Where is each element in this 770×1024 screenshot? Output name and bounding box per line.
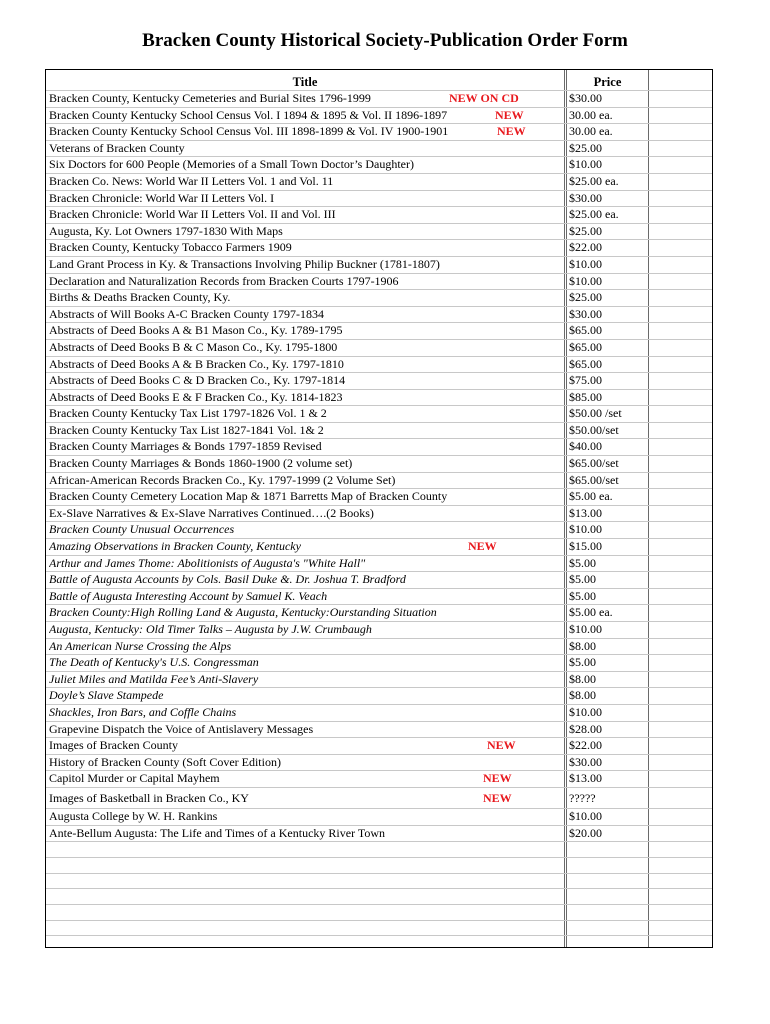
publication-price: $8.00	[569, 688, 596, 703]
publication-title: Ex-Slave Narratives & Ex-Slave Narratives Continued….(2 Books)	[49, 505, 374, 520]
publication-title: Bracken County Kentucky Tax List 1797-1826 Vol. 1 & 2	[49, 406, 327, 421]
table-row	[46, 808, 712, 825]
publication-title: Bracken Chronicle: World War II Letters Vol. I	[49, 190, 275, 205]
publication-price: $65.00/set	[569, 456, 619, 471]
table-row	[46, 505, 712, 522]
table-row	[46, 173, 712, 190]
table-row	[46, 140, 712, 157]
publication-price: $85.00	[569, 389, 602, 404]
publication-price: $65.00	[569, 356, 602, 371]
publication-title: Augusta College by W. H. Rankins	[49, 808, 218, 823]
publication-title: Arthur and James Thome: Abolitionists of Augusta's "White Hall"	[49, 555, 366, 570]
table-row	[46, 654, 712, 671]
new-badge: NEW	[497, 124, 526, 139]
publication-price: $25.00	[569, 290, 602, 305]
publication-title: Bracken County Cemetery Location Map & 1871 Barretts Map of Bracken County	[49, 489, 448, 504]
publication-title: Capitol Murder or Capital Mayhem	[49, 771, 220, 786]
new-badge: NEW	[483, 771, 512, 786]
publication-title: An American Nurse Crossing the Alps	[49, 638, 232, 653]
publication-price: 30.00 ea.	[569, 124, 613, 139]
publication-price: $30.00	[569, 190, 602, 205]
publication-title: Augusta, Ky. Lot Owners 1797-1830 With Maps	[49, 223, 283, 238]
table-row	[46, 671, 712, 688]
publication-price: $5.00	[569, 572, 596, 587]
table-row	[46, 372, 712, 389]
table-row	[46, 488, 712, 505]
new-badge: NEW	[468, 539, 497, 554]
publication-price: $5.00	[569, 655, 596, 670]
publication-price: $10.00	[569, 522, 602, 537]
publication-title: Juliet Miles and Matilda Fee’s Anti-Slavery	[49, 671, 259, 686]
publication-title: Abstracts of Deed Books A & B Bracken Co., Ky. 1797-1810	[49, 356, 344, 371]
publication-title: History of Bracken County (Soft Cover Edition)	[49, 754, 281, 769]
publication-title: Declaration and Naturalization Records from Bracken Courts 1797-1906	[49, 273, 399, 288]
publication-price: $30.00	[569, 754, 602, 769]
new-badge: NEW	[495, 107, 524, 122]
publication-price: $50.00 /set	[569, 406, 622, 421]
blank-row	[46, 920, 712, 936]
publication-price: $40.00	[569, 439, 602, 454]
publication-price: $25.00 ea.	[569, 207, 619, 222]
publication-title: Veterans of Bracken County	[49, 140, 185, 155]
table-row	[46, 754, 712, 771]
publication-price: ?????	[569, 790, 596, 805]
table-row	[46, 389, 712, 406]
publication-title: Grapevine Dispatch the Voice of Antislavery Messages	[49, 721, 314, 736]
publication-price: $25.00 ea.	[569, 173, 619, 188]
publication-title: Doyle’s Slave Stampede	[49, 688, 164, 703]
publication-title: Bracken County Kentucky Tax List 1827-1841 Vol. 1& 2	[49, 422, 324, 437]
publication-price: $30.00	[569, 91, 602, 105]
table-row	[46, 107, 712, 124]
table-row	[46, 190, 712, 207]
new-badge: NEW	[483, 790, 512, 805]
title-column-header: Title	[292, 75, 318, 89]
publication-title: Abstracts of Deed Books A & B1 Mason Co., Ky. 1789-1795	[49, 323, 343, 338]
publication-price: $25.00	[569, 223, 602, 238]
publication-title: Amazing Observations in Bracken County, Kentucky	[49, 539, 301, 554]
price-column-header: Price	[593, 75, 622, 89]
table-row	[46, 571, 712, 588]
publication-price: $8.00	[569, 671, 596, 686]
table-row	[46, 787, 712, 808]
blank-row	[46, 888, 712, 904]
table-row	[46, 123, 712, 140]
form-title: Bracken County Historical Society-Publication Order Form	[142, 30, 628, 51]
publication-price: $22.00	[569, 240, 602, 255]
publication-title: Bracken Co. News: World War II Letters Vol. 1 and Vol. 11	[49, 173, 334, 188]
blank-row	[46, 935, 712, 948]
table-row	[46, 737, 712, 754]
table-header	[46, 70, 712, 91]
table-row	[46, 306, 712, 323]
publication-price: $10.00	[569, 808, 602, 823]
publication-price: $30.00	[569, 306, 602, 321]
table-row	[46, 555, 712, 572]
publication-price: $65.00	[569, 339, 602, 354]
publication-title: Images of Basketball in Bracken Co., KY	[49, 790, 249, 805]
table-row	[46, 273, 712, 290]
table-row	[46, 721, 712, 738]
publication-price: $75.00	[569, 373, 602, 388]
table-row	[46, 256, 712, 273]
publication-title: Bracken County Kentucky School Census Vol. I 1894 & 1895 & Vol. II 1896-1897	[49, 107, 448, 122]
publication-title: Bracken County Marriages & Bonds 1860-1900 (2 volume set)	[49, 456, 353, 471]
publication-title: Abstracts of Deed Books B & C Mason Co., Ky. 1795-1800	[49, 339, 338, 354]
blank-row	[46, 873, 712, 889]
publication-price: $25.00	[569, 140, 602, 155]
publication-price: $5.00 ea.	[569, 489, 613, 504]
publication-title: Battle of Augusta Accounts by Cols. Basil Duke &. Dr. Joshua T. Bradford	[49, 572, 406, 587]
table-row	[46, 825, 712, 842]
table-row	[46, 455, 712, 472]
table-row	[46, 472, 712, 489]
publication-price: $22.00	[569, 738, 602, 753]
publication-title: Battle of Augusta Interesting Account by Samuel K. Veach	[49, 588, 328, 603]
publication-title: Births & Deaths Bracken County, Ky.	[49, 290, 231, 305]
publication-title: African-American Records Bracken Co., Ky. 1797-1999 (2 Volume Set)	[49, 472, 396, 487]
table-row	[46, 621, 712, 638]
new-badge: NEW ON CD	[449, 91, 519, 105]
table-row	[46, 289, 712, 306]
publication-price: $10.00	[569, 256, 602, 271]
table-row	[46, 438, 712, 455]
table-row	[46, 206, 712, 223]
table-row	[46, 538, 712, 555]
publication-price: $5.00 ea.	[569, 605, 613, 620]
table-row	[46, 521, 712, 538]
publication-title: Shackles, Iron Bars, and Coffle Chains	[49, 704, 237, 719]
publication-title: Images of Bracken County	[49, 738, 178, 753]
table-row	[46, 704, 712, 721]
table-row	[46, 339, 712, 356]
publication-title: Abstracts of Deed Books E & F Bracken Co., Ky. 1814-1823	[49, 389, 343, 404]
publication-title: Bracken County:High Rolling Land & Augusta, Kentucky:Ourstanding Situation	[49, 605, 437, 620]
publication-title: Ante-Bellum Augusta: The Life and Times of a Kentucky River Town	[49, 825, 386, 840]
table-row	[46, 422, 712, 439]
publication-title: Bracken County Marriages & Bonds 1797-1859 Revised	[49, 439, 322, 454]
publication-price: $50.00/set	[569, 422, 619, 437]
blank-row	[46, 841, 712, 857]
publication-title: Bracken County, Kentucky Cemeteries and Burial Sites 1796-1999	[49, 91, 371, 105]
publication-price: $13.00	[569, 771, 602, 786]
publication-price: $65.00/set	[569, 472, 619, 487]
blank-row	[46, 857, 712, 873]
table-row	[46, 322, 712, 339]
publication-title: The Death of Kentucky's U.S. Congressman	[49, 655, 259, 670]
table-row	[46, 90, 712, 107]
publication-price: $20.00	[569, 825, 602, 840]
table-row	[46, 588, 712, 605]
publication-price: $65.00	[569, 323, 602, 338]
publication-price: $5.00	[569, 588, 596, 603]
table-row	[46, 604, 712, 621]
order-table	[45, 69, 713, 948]
publication-price: $15.00	[569, 539, 602, 554]
publication-price: $8.00	[569, 638, 596, 653]
table-row	[46, 356, 712, 373]
table-row	[46, 239, 712, 256]
publication-price: 30.00 ea.	[569, 107, 613, 122]
publication-price: $13.00	[569, 505, 602, 520]
publication-title: Bracken Chronicle: World War II Letters Vol. II and Vol. III	[49, 207, 336, 222]
publication-price: $10.00	[569, 704, 602, 719]
publication-price: $10.00	[569, 622, 602, 636]
publication-price: $5.00	[569, 555, 596, 570]
publication-title: Six Doctors for 600 People (Memories of a Small Town Doctor’s Daughter)	[49, 157, 414, 172]
table-row	[46, 223, 712, 240]
publication-title: Bracken County Unusual Occurrences	[49, 522, 235, 537]
publication-title: Abstracts of Will Books A-C Bracken County 1797-1834	[49, 306, 324, 321]
table-row	[46, 687, 712, 704]
table-row	[46, 405, 712, 422]
publication-title: Land Grant Process in Ky. & Transactions Involving Philip Buckner (1781-1807)	[49, 256, 440, 271]
publication-price: $28.00	[569, 721, 602, 736]
publication-price: $10.00	[569, 157, 602, 172]
publication-title: Abstracts of Deed Books C & D Bracken Co., Ky. 1797-1814	[49, 373, 346, 388]
publication-price: $10.00	[569, 273, 602, 288]
table-row	[46, 156, 712, 173]
new-badge: NEW	[487, 738, 516, 753]
table-row	[46, 770, 712, 787]
publication-title: Bracken County Kentucky School Census Vol. III 1898-1899 & Vol. IV 1900-1901	[49, 124, 449, 139]
table-body	[46, 90, 712, 948]
publication-title: Bracken County, Kentucky Tobacco Farmers 1909	[49, 240, 292, 255]
blank-row	[46, 904, 712, 920]
publication-title: Augusta, Kentucky: Old Timer Talks – Augusta by J.W. Crumbaugh	[49, 622, 372, 636]
table-row	[46, 638, 712, 655]
